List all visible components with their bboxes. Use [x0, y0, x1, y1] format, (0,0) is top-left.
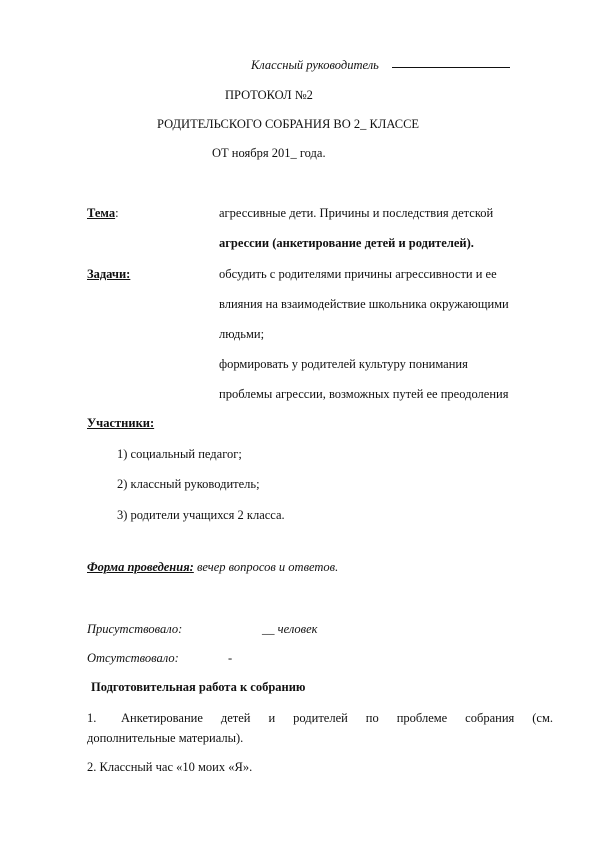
- format-label: Форма проведения:: [87, 560, 194, 574]
- format-line: [87, 560, 338, 575]
- tasks-line-2: влияния на взаимодействие школьника окружающими: [219, 297, 509, 311]
- preparation-item-2: 2. Классный час «10 моих «Я».: [87, 760, 253, 774]
- topic-line-2: агрессии (анкетирование детей и родителей).: [219, 236, 474, 250]
- topic-label-wrap: [87, 206, 119, 221]
- signature-blank: [392, 66, 510, 68]
- topic-label: Тема: [87, 206, 116, 220]
- present-value: __ человек: [262, 622, 318, 636]
- topic-line-1: агрессивные дети. Причины и последствия детской: [219, 206, 494, 220]
- meeting-title: РОДИТЕЛЬСКОГО СОБРАНИЯ ВО 2_ КЛАССЕ: [157, 117, 420, 131]
- absent-label: Отсутствовало:: [87, 651, 179, 665]
- preparation-item-1-line-1: Анкетирование детей и родителей по проблеме собрания (см.: [121, 711, 553, 725]
- class-teacher-line: [251, 58, 510, 73]
- preparation-item-1-line-2: дополнительные материалы).: [87, 731, 244, 745]
- participant-item-3: 3) родители учащихся 2 класса.: [117, 508, 285, 522]
- present-label: Присутствовало:: [87, 622, 183, 636]
- topic-label-colon: :: [115, 206, 119, 220]
- preparation-heading: Подготовительная работа к собранию: [91, 680, 306, 694]
- class-teacher-label: Классный руководитель: [251, 58, 379, 72]
- meeting-date: ОТ ноября 201_ года.: [212, 146, 326, 160]
- tasks-line-4: формировать у родителей культуру понимания: [219, 357, 468, 371]
- participants-label: Участники:: [87, 416, 155, 430]
- participant-item-1: 1) социальный педагог;: [117, 447, 242, 461]
- tasks-line-5: проблемы агрессии, возможных путей ее преодоления: [219, 387, 509, 401]
- tasks-line-1: обсудить с родителями причины агрессивности и ее: [219, 267, 497, 281]
- protocol-title: ПРОТОКОЛ №2: [225, 88, 313, 102]
- tasks-line-3: людьми;: [219, 327, 265, 341]
- format-value: вечер вопросов и ответов.: [196, 560, 339, 574]
- preparation-item-1-number: 1.: [87, 711, 97, 725]
- tasks-label: Задачи:: [87, 267, 131, 281]
- absent-value: -: [228, 651, 233, 665]
- participant-item-2: 2) классный руководитель;: [117, 477, 260, 491]
